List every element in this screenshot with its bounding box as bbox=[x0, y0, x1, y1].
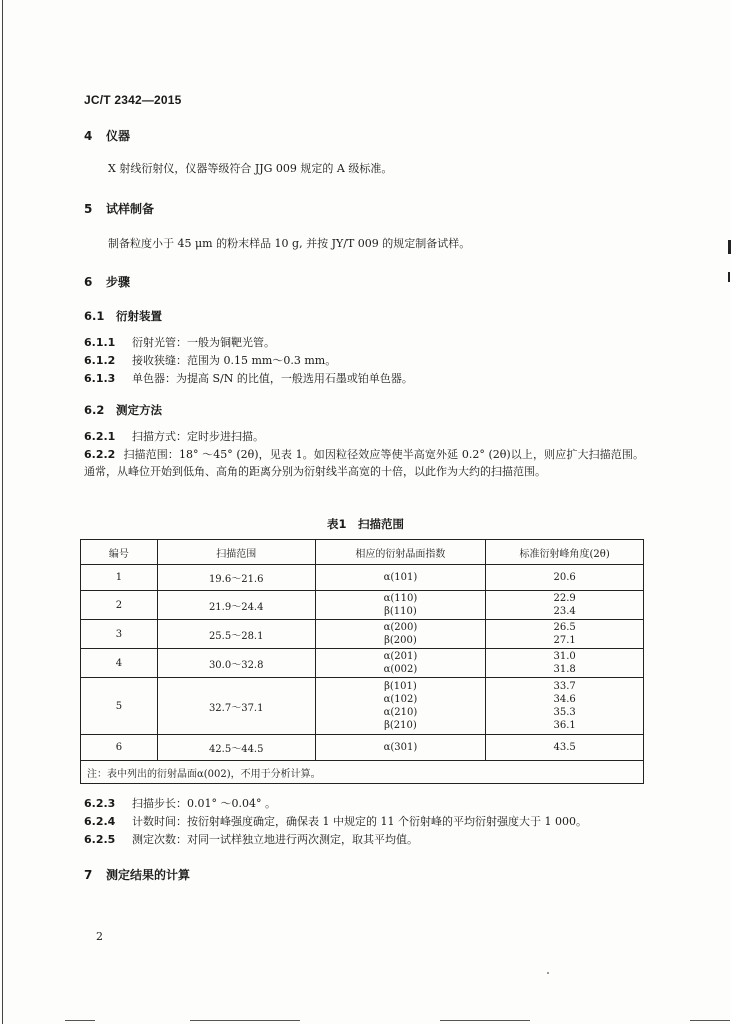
angle-value: 27.1 bbox=[553, 635, 576, 646]
item-6-2-1 bbox=[84, 428, 264, 445]
angle-value: 33.7 bbox=[553, 681, 576, 692]
section-number: 4 bbox=[84, 129, 93, 143]
plane-index: β(210) bbox=[384, 720, 417, 731]
scan-speck bbox=[547, 972, 549, 974]
cell-planes bbox=[315, 591, 486, 620]
cell-planes bbox=[315, 620, 486, 649]
item-6-1-1 bbox=[84, 334, 275, 351]
item-number: 6.1.2 bbox=[84, 354, 116, 367]
cell-angles bbox=[486, 620, 644, 649]
table-header-row bbox=[81, 540, 644, 565]
angle-value: 36.1 bbox=[553, 720, 576, 731]
cell-planes bbox=[315, 649, 486, 678]
angle-value: 31.8 bbox=[553, 664, 576, 675]
scan-edge-bottom bbox=[65, 1020, 95, 1021]
table-note: 注：表中列出的衍射晶面α(002)，不用于分析计算。 bbox=[81, 761, 644, 784]
cell-id: 1 bbox=[81, 565, 158, 591]
subsection-6-2-heading bbox=[84, 402, 162, 418]
cell-range: 19.6～21.6 bbox=[157, 565, 315, 591]
section-6-heading bbox=[84, 273, 130, 290]
scan-edge-bottom bbox=[440, 1020, 530, 1021]
cell-angles bbox=[486, 591, 644, 620]
angle-value: 34.6 bbox=[553, 694, 576, 705]
scan-edge-bottom bbox=[690, 1020, 730, 1021]
item-number: 6.2.2 bbox=[84, 448, 116, 461]
item-text: 扫描步长：0.01° ～0.04° 。 bbox=[132, 797, 276, 810]
table-row bbox=[81, 620, 644, 649]
cell-id: 3 bbox=[81, 620, 158, 649]
angle-value: 23.4 bbox=[553, 606, 576, 617]
column-header-range: 扫描范围 bbox=[157, 540, 315, 565]
table-row bbox=[81, 649, 644, 678]
angle-value: 20.6 bbox=[553, 572, 576, 583]
item-6-1-2 bbox=[84, 352, 336, 369]
cell-id: 4 bbox=[81, 649, 158, 678]
section-4-text: X 射线衍射仪，仪器等级符合 JJG 009 规定的 A 级标准。 bbox=[108, 162, 393, 175]
item-text: 扫描方式：定时步进扫描。 bbox=[132, 430, 264, 443]
item-text: 计数时间：按衍射峰强度确定，确保表 1 中规定的 11 个衍射峰的平均衍射强度大于 1 000。 bbox=[132, 815, 587, 828]
page-number: 2 bbox=[96, 930, 103, 943]
angle-value: 43.5 bbox=[553, 742, 576, 753]
column-header-planes: 相应的衍射晶面指数 bbox=[315, 540, 486, 565]
section-title: 仪器 bbox=[106, 129, 131, 143]
section-5-text: 制备粒度小于 45 μm 的粉末样品 10 g, 并按 JY/T 009 的规定制备试样。 bbox=[108, 237, 471, 250]
item-text: 扫描范围：18° ～45° (2θ)，见表 1。如因粒径效应等使半高宽外延 0.2° (2θ)以上，则应扩大扫描范围。通常，从峰位开始到低角、高角的距离分别为衍射线半高宽的十倍，以此作为大约的扫描范围。 bbox=[84, 448, 644, 478]
subsection-title: 测定方法 bbox=[116, 403, 162, 417]
angle-value: 31.0 bbox=[553, 651, 576, 662]
cell-range: 30.0～32.8 bbox=[157, 649, 315, 678]
scan-edge-bottom bbox=[190, 1020, 300, 1021]
cell-angles bbox=[486, 649, 644, 678]
plane-index: α(002) bbox=[383, 664, 418, 675]
item-6-1-3 bbox=[84, 370, 413, 387]
item-number: 6.2.1 bbox=[84, 430, 116, 443]
subsection-title: 衍射装置 bbox=[116, 309, 162, 323]
cell-range: 21.9～24.4 bbox=[157, 591, 315, 620]
plane-index: α(301) bbox=[383, 742, 418, 753]
scan-edge-left bbox=[2, 0, 3, 1024]
section-title: 步骤 bbox=[106, 275, 131, 289]
table-caption: 表1 扫描范围 bbox=[326, 517, 404, 531]
item-6-2-3 bbox=[84, 795, 276, 812]
angle-value: 22.9 bbox=[553, 593, 576, 604]
column-header-id: 编号 bbox=[81, 540, 158, 565]
item-6-2-4 bbox=[84, 813, 587, 830]
cell-planes bbox=[315, 565, 486, 591]
cell-angles bbox=[486, 735, 644, 761]
standard-code: JC/T 2342—2015 bbox=[84, 93, 182, 107]
subsection-number: 6.2 bbox=[84, 403, 105, 417]
angle-value: 35.3 bbox=[553, 707, 576, 718]
plane-index: α(201) bbox=[383, 651, 418, 662]
subsection-6-1-heading bbox=[84, 308, 162, 324]
section-4-heading bbox=[84, 127, 130, 144]
item-text: 单色器：为提高 S/N 的比值，一般选用石墨或铂单色器。 bbox=[132, 372, 413, 385]
scan-range-table bbox=[80, 539, 644, 784]
table-row bbox=[81, 565, 644, 591]
table-row bbox=[81, 735, 644, 761]
plane-index: α(110) bbox=[383, 593, 418, 604]
section-number: 5 bbox=[84, 202, 93, 216]
section-title: 试样制备 bbox=[106, 202, 155, 216]
item-number: 6.2.5 bbox=[84, 833, 116, 846]
column-header-angle: 标准衍射峰角度(2θ) bbox=[486, 540, 644, 565]
cell-planes bbox=[315, 735, 486, 761]
cell-range: 42.5～44.5 bbox=[157, 735, 315, 761]
item-number: 6.2.3 bbox=[84, 797, 116, 810]
item-text: 接收狭缝：范围为 0.15 mm～0.3 mm。 bbox=[132, 354, 337, 367]
section-5-heading bbox=[84, 200, 154, 217]
section-number: 6 bbox=[84, 275, 93, 289]
plane-index: β(101) bbox=[384, 681, 417, 692]
plane-index: α(101) bbox=[383, 572, 418, 583]
table-row bbox=[81, 678, 644, 735]
plane-index: α(200) bbox=[383, 622, 418, 633]
section-7-heading bbox=[84, 866, 190, 883]
cell-angles bbox=[486, 565, 644, 591]
angle-value: 26.5 bbox=[553, 622, 576, 633]
item-number: 6.2.4 bbox=[84, 815, 116, 828]
item-number: 6.1.1 bbox=[84, 336, 116, 349]
item-text: 测定次数：对同一试样独立地进行两次测定，取其平均值。 bbox=[132, 833, 418, 846]
section-number: 7 bbox=[84, 868, 93, 882]
section-title: 测定结果的计算 bbox=[106, 868, 191, 882]
cell-range: 25.5～28.1 bbox=[157, 620, 315, 649]
cell-planes bbox=[315, 678, 486, 735]
plane-index: β(200) bbox=[384, 635, 417, 646]
plane-index: β(110) bbox=[384, 606, 417, 617]
scan-mark-right-2 bbox=[728, 272, 730, 282]
table-row bbox=[81, 591, 644, 620]
table-note-row bbox=[81, 761, 644, 784]
cell-id: 2 bbox=[81, 591, 158, 620]
item-6-2-5 bbox=[84, 831, 418, 848]
cell-id: 5 bbox=[81, 678, 158, 735]
cell-id: 6 bbox=[81, 735, 158, 761]
cell-range: 32.7～37.1 bbox=[157, 678, 315, 735]
plane-index: α(102) bbox=[383, 694, 418, 705]
item-6-2-2 bbox=[84, 446, 644, 480]
cell-angles bbox=[486, 678, 644, 735]
plane-index: α(210) bbox=[383, 707, 418, 718]
item-text: 衍射光管：一般为铜靶光管。 bbox=[132, 336, 275, 349]
item-number: 6.1.3 bbox=[84, 372, 116, 385]
subsection-number: 6.1 bbox=[84, 309, 105, 323]
